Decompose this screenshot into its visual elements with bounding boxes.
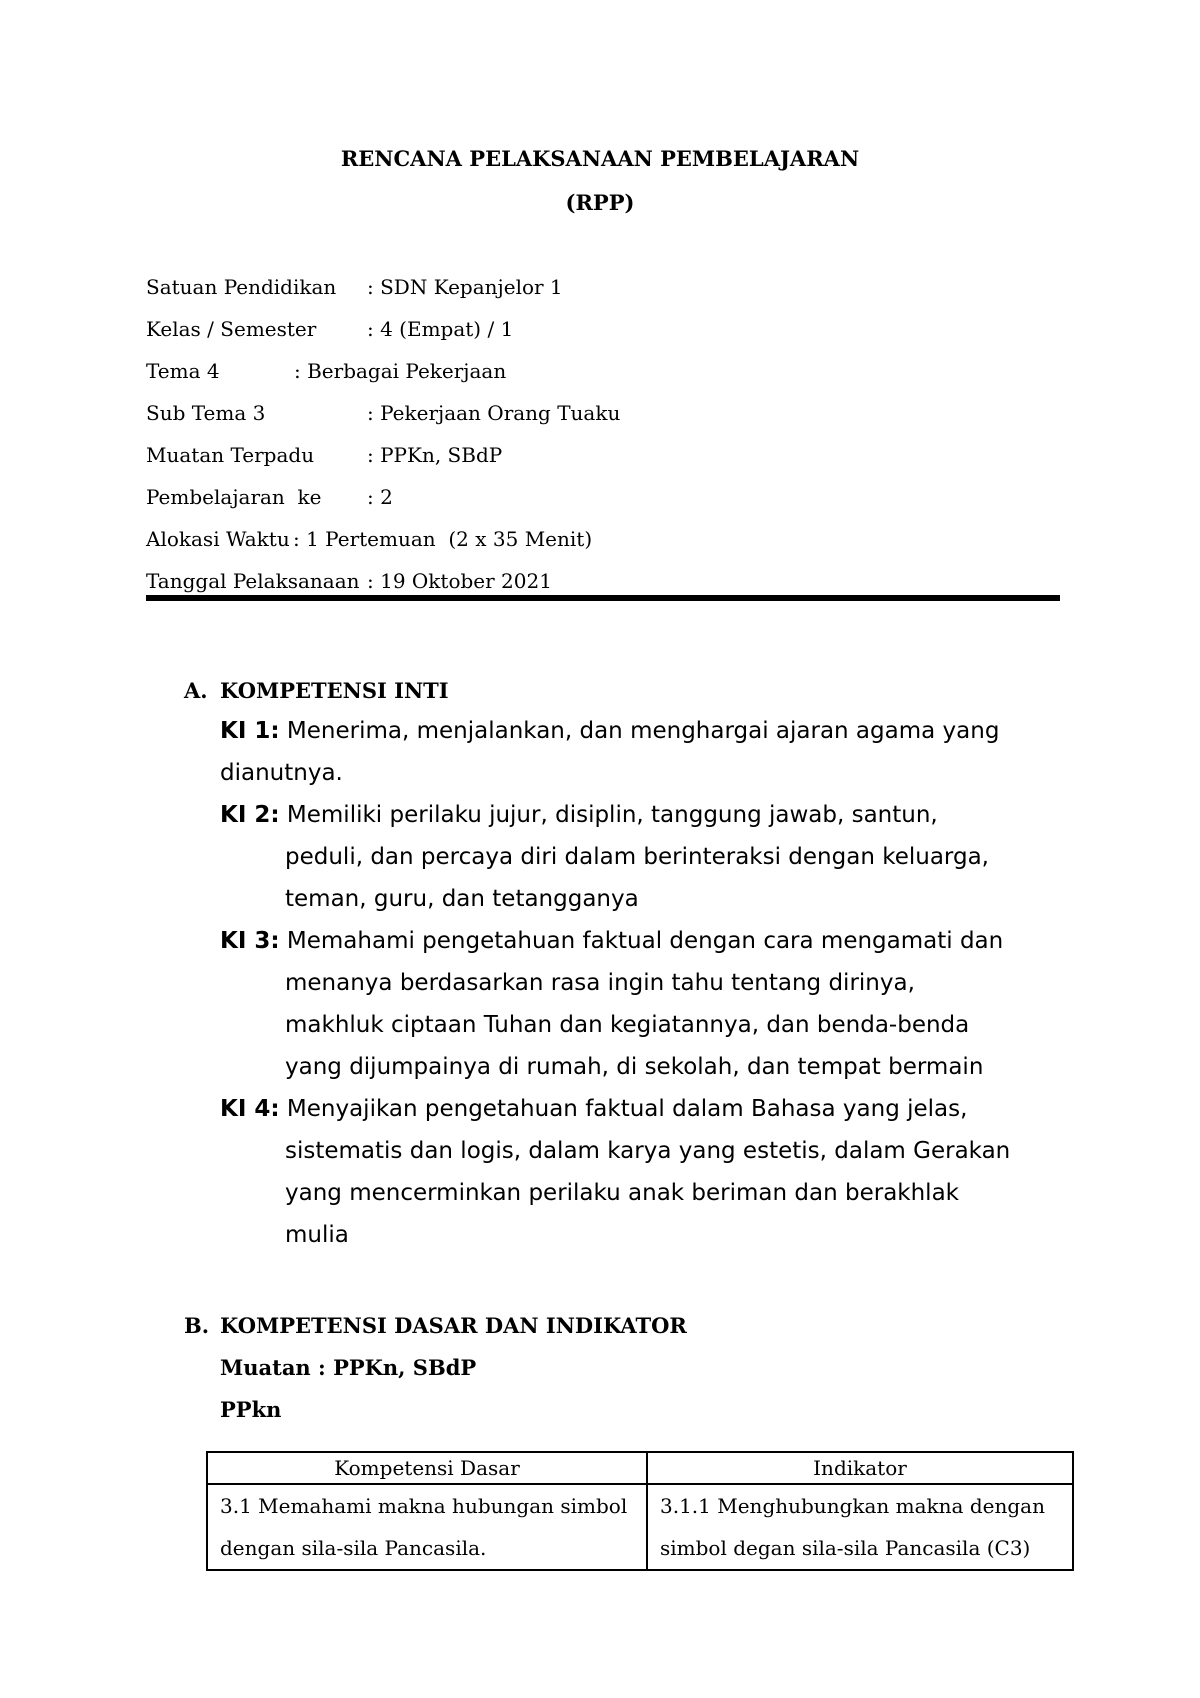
- section-title: KOMPETENSI INTI: [220, 678, 449, 703]
- info-value: : 4 (Empat) / 1: [367, 317, 514, 341]
- info-label: Kelas / Semester: [146, 317, 317, 341]
- info-label: Sub Tema 3: [146, 401, 266, 425]
- column-header-indikator: Indikator: [647, 1452, 1073, 1484]
- ki-text: Menyajikan pengetahuan faktual dalam Bahasa yang jelas,: [286, 1096, 968, 1122]
- section-letter: B.: [184, 1313, 210, 1338]
- ki-text: Memahami pengetahuan faktual dengan cara mengamati dan: [286, 928, 1004, 954]
- ki-2: [220, 794, 1100, 920]
- section-letter: A.: [184, 678, 208, 703]
- info-label: Tema 4: [146, 359, 220, 383]
- ki-text: peduli, dan percaya diri dalam berinteraksi dengan keluarga,: [285, 844, 989, 870]
- cell-line: 3.1 Memahami makna hubungan simbol: [220, 1494, 628, 1518]
- subject-heading: PPkn: [220, 1397, 282, 1422]
- info-label: Pembelajaran ke: [146, 485, 322, 509]
- ki-text: teman, guru, dan tetangganya: [285, 886, 639, 912]
- info-row-tanggal: [146, 569, 552, 593]
- ki-label: KI 3:: [220, 928, 280, 954]
- info-label: Tanggal Pelaksanaan: [146, 569, 360, 593]
- ki-text: Menerima, menjalankan, dan menghargai ajaran agama yang: [286, 718, 1000, 744]
- table-cell-kd: [207, 1484, 647, 1570]
- header-divider: [146, 595, 1060, 601]
- info-row-pembelajaran: [146, 485, 393, 509]
- table-header-row: [207, 1452, 1073, 1484]
- ki-label: KI 1:: [220, 718, 280, 744]
- kd-indicator-table: [206, 1451, 1074, 1571]
- ki-text: yang dijumpainya di rumah, di sekolah, dan tempat bermain: [285, 1054, 984, 1080]
- ki-text: makhluk ciptaan Tuhan dan kegiatannya, dan benda-benda: [285, 1012, 970, 1038]
- ki-label: KI 2:: [220, 802, 280, 828]
- ki-text: sistematis dan logis, dalam karya yang estetis, dalam Gerakan: [285, 1138, 1011, 1164]
- cell-line: 3.1.1 Menghubungkan makna dengan: [660, 1494, 1045, 1518]
- ki-text: mulia: [285, 1222, 349, 1248]
- section-title: KOMPETENSI DASAR DAN INDIKATOR: [220, 1313, 687, 1338]
- info-label: Alokasi Waktu: [146, 527, 290, 551]
- info-value: : 19 Oktober 2021: [367, 569, 552, 593]
- info-value: : 2: [367, 485, 393, 509]
- info-value: : Berbagai Pekerjaan: [294, 359, 507, 383]
- info-label: Muatan Terpadu: [146, 443, 315, 467]
- info-row-tema: [146, 359, 507, 383]
- info-value: : Pekerjaan Orang Tuaku: [367, 401, 621, 425]
- muatan-heading: Muatan : PPKn, SBdP: [220, 1355, 477, 1380]
- cell-line: simbol degan sila-sila Pancasila (C3): [660, 1536, 1031, 1560]
- info-row-alokasi: [146, 527, 593, 551]
- document-title: RENCANA PELAKSANAAN PEMBELAJARAN: [340, 146, 860, 171]
- ki-4: [220, 1088, 1100, 1256]
- cell-line: dengan sila-sila Pancasila.: [220, 1536, 487, 1560]
- info-value: : 1 Pertemuan (2 x 35 Menit): [293, 527, 593, 551]
- info-row-kelas: [146, 317, 514, 341]
- ki-1: [220, 710, 1100, 794]
- ki-text: menanya berdasarkan rasa ingin tahu tentang dirinya,: [285, 970, 915, 996]
- ki-label: KI 4:: [220, 1096, 280, 1122]
- ki-text: dianutnya.: [220, 760, 343, 786]
- info-label: Satuan Pendidikan: [146, 275, 337, 299]
- info-row-subtema: [146, 401, 621, 425]
- ki-3: [220, 920, 1100, 1088]
- section-b-heading: [184, 1313, 687, 1338]
- ki-text: Memiliki perilaku jujur, disiplin, tanggung jawab, santun,: [286, 802, 938, 828]
- info-value: : SDN Kepanjelor 1: [367, 275, 563, 299]
- info-row-satuan: [146, 275, 563, 299]
- info-row-muatan: [146, 443, 503, 467]
- document-subtitle: (RPP): [565, 190, 635, 215]
- table-row: [207, 1484, 1073, 1570]
- ki-text: yang mencerminkan perilaku anak beriman dan berakhlak: [285, 1180, 959, 1206]
- column-header-kd: Kompetensi Dasar: [207, 1452, 647, 1484]
- info-value: : PPKn, SBdP: [367, 443, 503, 467]
- table-cell-indikator: [647, 1484, 1073, 1570]
- section-a-heading: [184, 678, 449, 703]
